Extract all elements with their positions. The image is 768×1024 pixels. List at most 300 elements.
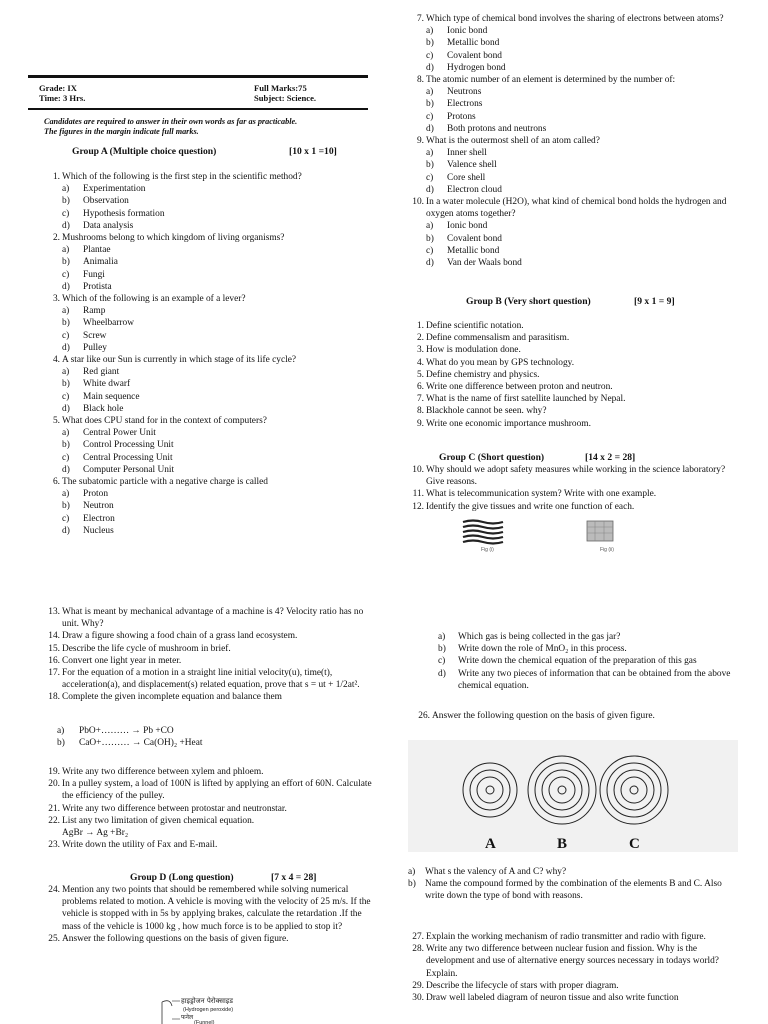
option-text: Core shell [447, 172, 486, 183]
question-text: What is telecommunication system? Write with one example. [426, 489, 657, 500]
q25-apparatus-figure [150, 994, 270, 1024]
instruction-line-1: Candidates are required to answer in their own words as far as practicable. [44, 117, 298, 126]
question-number: 1. [52, 172, 60, 182]
option-text: Metallic bond [447, 38, 500, 49]
option-letter: d) [62, 464, 70, 475]
option-text: Plantae [83, 245, 111, 256]
time-label: Time: 3 Hrs. [39, 92, 86, 103]
option-text: Screw [83, 330, 107, 341]
short-question [408, 488, 743, 500]
option-letter: a) [426, 148, 434, 159]
short-question [408, 405, 741, 417]
question-number: 5. [52, 416, 60, 427]
long-question [408, 931, 741, 943]
option-letter: d) [426, 123, 434, 134]
option-letter: b) [57, 738, 65, 749]
question-text: Describe the lifecycle of stars with proper diagram. [426, 980, 619, 991]
group-c-left-list-2 [44, 766, 374, 851]
group-d-title: Group D (Long question) [130, 872, 234, 883]
short-question [408, 369, 741, 381]
option-text: CaO+……… → Ca(OH)₂ +Heat [79, 738, 203, 749]
mcq-option [408, 86, 741, 98]
question-number: 18. [48, 692, 60, 703]
short-question [44, 606, 374, 630]
option-letter: c) [62, 269, 70, 280]
group-c-right-list [408, 464, 743, 513]
question-number: 5. [416, 369, 424, 380]
option-text: Name the compound formed by the combination of the elements B and C. Also write down the type of bond with reasons. [425, 879, 722, 902]
mcq-option [408, 172, 741, 184]
q25-option [438, 643, 741, 655]
option-text: PbO+……… → Pb +CO [79, 726, 174, 736]
option-letter: a) [408, 867, 416, 877]
question-number: 14. [48, 631, 60, 642]
long-question [408, 980, 741, 992]
mcq-option [408, 233, 741, 245]
question-text: What is the name of first satellite launched by Nepal. [426, 394, 626, 405]
question-number: 24. [48, 885, 60, 895]
question-text: Why should we adopt safety measures while working in the science laboratory? Give reasons. [426, 465, 726, 488]
option-text: Animalia [83, 257, 118, 268]
option-text: Proton [83, 489, 109, 500]
question-number: 10. [412, 197, 424, 208]
option-letter: b) [438, 644, 446, 655]
header-top-rule [28, 75, 368, 78]
option-text: Write any two pieces of information that can be obtained from the above chemical equation. [458, 668, 731, 691]
short-question [408, 464, 743, 488]
question-text: Define scientific notation. [426, 321, 524, 331]
question-number: 4. [416, 357, 424, 368]
option-letter: c) [438, 656, 446, 667]
question-number: 2. [52, 233, 60, 244]
tissue-fig-2-image [587, 521, 613, 541]
short-question [44, 655, 374, 667]
option-text: Wheelbarrow [83, 318, 135, 329]
option-text: Neutrons [447, 87, 482, 98]
mcq-option [44, 378, 379, 390]
mcq-option [408, 184, 741, 196]
option-text: Central Power Unit [83, 428, 156, 439]
option-letter: c) [62, 208, 70, 219]
option-letter: d) [438, 668, 446, 679]
question-text: What does CPU stand for in the context of computers? [62, 416, 267, 427]
question-text: The subatomic particle with a negative charge is called [62, 477, 268, 488]
mcq-option [44, 464, 379, 476]
mcq-option [44, 513, 379, 525]
short-question [44, 778, 374, 802]
question-text: Write any two difference between xylem and phloem. [62, 767, 264, 777]
instruction-line-2: The figures in the margin indicate full marks. [44, 127, 199, 136]
option-letter: c) [62, 391, 70, 402]
option-letter: c) [62, 513, 70, 524]
mcq-option [44, 317, 379, 329]
header-left [39, 84, 85, 103]
question-number: 23. [48, 840, 60, 851]
question-number: 16. [48, 655, 60, 666]
short-question [408, 344, 741, 356]
group-b-list [408, 320, 741, 430]
tissue-figures [455, 518, 635, 554]
question-number: 8. [416, 406, 424, 417]
group-a-title: Group A (Multiple choice question) [72, 146, 217, 157]
question-text: Write one difference between proton and neutron. [426, 382, 613, 393]
option-letter: a) [62, 489, 70, 500]
question-number: 7. [416, 394, 424, 405]
question-number: 2. [416, 333, 424, 344]
option-text: Write down the role of MnO₂ in this process. [458, 644, 627, 655]
option-text: Which gas is being collected in the gas jar? [458, 632, 621, 642]
mcq-option [44, 439, 379, 451]
short-question [408, 501, 743, 513]
short-question [408, 393, 741, 405]
tissue-fig-1-caption: Fig (i) [481, 547, 494, 553]
option-text: Computer Personal Unit [83, 464, 175, 475]
short-question [44, 766, 374, 778]
equation-option [57, 737, 357, 749]
option-letter: b) [62, 257, 70, 268]
mcq-option [44, 391, 379, 403]
atom-shells-figure [408, 740, 738, 852]
equation-option [57, 725, 357, 737]
question-text: Define commensalism and parasitism. [426, 333, 570, 344]
short-question [44, 667, 374, 691]
short-question [44, 643, 374, 655]
tissue-fig-2-caption: Fig (ii) [600, 547, 614, 553]
mcq-question [408, 13, 741, 25]
option-text: Electrons [447, 99, 483, 110]
q22-equation: AgBr → Ag +Br₂ [62, 828, 129, 839]
option-letter: c) [426, 50, 434, 61]
mcq-option [408, 159, 741, 171]
question-text: Mention any two points that should be remembered while solving numerical problems related to motion. A vehicle is moving with the velocity of 25 m/s. If the vehicle is stopped with in 5s by applying brakes, calculate the retardation .If the mass of the vehicle is 1000 kg , how much force is to be applied to stop it? [62, 885, 371, 932]
option-letter: d) [62, 525, 70, 536]
option-text: Inner shell [447, 148, 487, 159]
short-question [408, 332, 741, 344]
option-text: Both protons and neutrons [447, 123, 547, 134]
short-question [44, 691, 374, 703]
mcq-option [408, 98, 741, 110]
mcq-option [44, 500, 379, 512]
mcq-question [408, 135, 741, 147]
option-letter: d) [426, 258, 434, 269]
mcq-question [44, 354, 379, 366]
short-question [408, 418, 741, 430]
question-text: Identify the give tissues and write one function of each. [426, 501, 635, 512]
q25-option [438, 668, 741, 692]
option-letter: a) [62, 306, 70, 317]
option-text: Ramp [83, 306, 106, 317]
option-letter: b) [62, 501, 70, 512]
option-text: Hydrogen bond [447, 62, 506, 73]
option-text: Covalent bond [447, 50, 502, 61]
mcq-option [44, 183, 379, 195]
question-number: 21. [48, 803, 60, 814]
option-letter: c) [426, 172, 434, 183]
question-text: A star like our Sun is currently in which stage of its life cycle? [62, 355, 297, 366]
question-number: 9. [416, 418, 424, 429]
question-number: 1. [416, 321, 424, 331]
mcq-question [44, 171, 379, 183]
option-text: White dwarf [83, 379, 131, 390]
group-d-left-list [44, 884, 374, 945]
q25-option [438, 631, 741, 643]
question-text: In a water molecule (H2O), what kind of chemical bond holds the hydrogen and oxygen atoms together? [426, 197, 727, 220]
option-text: Control Processing Unit [83, 440, 174, 451]
full-marks-label: Full Marks:75 [254, 83, 307, 93]
long-question [408, 943, 741, 980]
mcq-option [44, 269, 379, 281]
option-letter: a) [62, 367, 70, 378]
group-a-right-column [408, 13, 741, 269]
short-question [44, 630, 374, 642]
option-text: Central Processing Unit [83, 452, 173, 463]
question-text: Write one economic importance mushroom. [426, 418, 591, 429]
group-c-marks: [14 x 2 = 28] [585, 452, 636, 463]
q26-option [408, 878, 741, 902]
mcq-option [408, 220, 741, 232]
question-text: Answer the following question on the basis of given figure. [432, 711, 655, 721]
option-text: Observation [83, 196, 129, 207]
option-text: Nucleus [83, 525, 114, 536]
mcq-question [44, 232, 379, 244]
option-letter: a) [426, 26, 434, 37]
atom-label: C [629, 836, 640, 852]
long-question [414, 710, 744, 722]
option-text: Main sequence [83, 391, 140, 402]
mcq-option [408, 62, 741, 74]
option-letter: a) [57, 726, 65, 736]
question-text: What is meant by mechanical advantage of a machine is 4? Velocity ratio has no unit. Why? [62, 607, 364, 630]
question-text: Which of the following is the first step in the scientific method? [62, 172, 302, 182]
group-c-left-list [44, 606, 374, 704]
option-text: Data analysis [83, 220, 134, 231]
apparatus-drawing [162, 1001, 172, 1024]
short-question [408, 357, 741, 369]
option-letter: b) [426, 38, 434, 49]
group-d-right-list [408, 931, 741, 1004]
question-number: 11. [412, 489, 424, 500]
option-text: What s the valency of A and C? why? [425, 867, 567, 877]
option-letter: a) [62, 428, 70, 439]
short-question [44, 839, 374, 851]
question-text: Blackhole cannot be seen. why? [426, 406, 547, 417]
option-text: Experimentation [83, 184, 146, 195]
question-text: What do you mean by GPS technology. [426, 357, 575, 368]
question-text: For the equation of a motion in a straight line initial velocity(u), time(t), acceleration(a), and displacement(s) related equation, prove that s = ut + 1/2at². [62, 668, 360, 691]
option-letter: a) [426, 221, 434, 232]
long-question [408, 992, 741, 1004]
mcq-option [44, 525, 379, 537]
header-bottom-rule [28, 108, 368, 110]
instructions [44, 117, 297, 137]
mcq-option [44, 220, 379, 232]
long-question [44, 933, 374, 945]
option-letter: a) [62, 245, 70, 256]
option-text: Protista [83, 281, 112, 292]
mcq-option [44, 427, 379, 439]
option-text: Electron cloud [447, 184, 502, 195]
option-text: Covalent bond [447, 233, 502, 244]
atom-label: A [485, 836, 496, 852]
question-text: Answer the following questions on the basis of given figure. [62, 933, 289, 944]
question-text: Write any two difference between nuclear fusion and fission. Why is the development and use of alternative energy sources necessary in todays world? Explain. [426, 944, 719, 979]
question-text: Describe the life cycle of mushroom in brief. [62, 643, 231, 654]
option-letter: a) [438, 632, 446, 642]
option-text: Ionic bond [447, 221, 488, 232]
grade-label: Grade: IX [39, 83, 77, 93]
mcq-option [44, 195, 379, 207]
option-letter: b) [408, 879, 416, 890]
mcq-question [44, 415, 379, 427]
option-text: Neutron [83, 501, 114, 512]
q26-question [414, 710, 744, 722]
fig25-label-2: (Hydrogen peroxide) [183, 1007, 234, 1013]
mcq-question [408, 74, 741, 86]
question-number: 6. [52, 477, 60, 488]
option-letter: b) [426, 160, 434, 171]
mcq-option [408, 147, 741, 159]
question-number: 30. [412, 993, 424, 1004]
option-letter: d) [62, 342, 70, 353]
question-number: 12. [412, 501, 424, 512]
mcq-option [44, 256, 379, 268]
mcq-option [44, 281, 379, 293]
question-text: Define chemistry and physics. [426, 369, 540, 380]
group-a-left-column [44, 171, 379, 537]
question-number: 3. [52, 294, 60, 305]
question-number: 7. [416, 14, 424, 24]
mcq-option [44, 208, 379, 220]
mcq-option [44, 330, 379, 342]
option-letter: a) [426, 87, 434, 98]
option-letter: c) [62, 452, 70, 463]
option-letter: d) [426, 184, 434, 195]
question-number: 22. [48, 815, 60, 826]
mcq-option [44, 244, 379, 256]
question-number: 15. [48, 643, 60, 654]
option-text: Metallic bond [447, 245, 500, 256]
mcq-option [44, 488, 379, 500]
question-text: Which of the following is an example of a lever? [62, 294, 246, 305]
mcq-option [44, 452, 379, 464]
q25-option [438, 655, 741, 667]
option-text: Electron [83, 513, 115, 524]
question-text: List any two limitation of given chemical equation. [62, 815, 255, 826]
option-letter: d) [62, 403, 70, 414]
header-right [254, 84, 316, 103]
q26-option [408, 866, 741, 878]
mcq-question [44, 293, 379, 305]
mcq-option [408, 123, 741, 135]
option-letter: b) [62, 196, 70, 207]
option-letter: c) [62, 330, 70, 341]
question-number: 19. [48, 767, 60, 777]
question-text: Explain the working mechanism of radio transmitter and radio with figure. [426, 932, 706, 942]
option-text: Van der Waals bond [447, 258, 522, 269]
question-number: 20. [48, 779, 60, 790]
option-text: Valence shell [447, 160, 497, 171]
option-letter: b) [62, 440, 70, 451]
fig25-label-3: फनेल [181, 1014, 194, 1021]
mcq-option [408, 25, 741, 37]
option-letter: a) [62, 184, 70, 195]
mcq-option [408, 245, 741, 257]
short-question [44, 803, 374, 815]
short-question [408, 381, 741, 393]
question-number: 6. [416, 382, 424, 393]
atom-label: B [557, 836, 568, 852]
q26-options [408, 866, 741, 903]
option-text: Black hole [83, 403, 124, 414]
question-number: 9. [416, 136, 424, 147]
question-text: Write down the utility of Fax and E-mail. [62, 840, 218, 851]
mcq-option [44, 403, 379, 415]
question-text: Draw well labeled diagram of neuron tissue and also write function [426, 993, 679, 1004]
question-number: 4. [52, 355, 60, 366]
option-text: Write down the chemical equation of the preparation of this gas [458, 656, 697, 667]
option-letter: c) [426, 245, 434, 256]
question-text: In a pulley system, a load of 100N is lifted by applying an effort of 60N. Calculate the efficiency of the pulley. [62, 779, 372, 802]
group-b-title: Group B (Very short question) [466, 296, 591, 307]
question-number: 28. [412, 944, 424, 955]
option-letter: b) [62, 318, 70, 329]
question-number: 26. [418, 711, 430, 721]
question-number: 25. [48, 933, 60, 944]
short-question [44, 815, 374, 827]
question-number: 8. [416, 75, 424, 86]
option-letter: d) [62, 281, 70, 292]
mcq-option [408, 37, 741, 49]
option-letter: b) [62, 379, 70, 390]
group-d-marks: [7 x 4 = 28] [271, 872, 317, 883]
option-text: Pulley [83, 342, 107, 353]
option-text: Hypothesis formation [83, 208, 165, 219]
group-b-marks: [9 x 1 = 9] [634, 296, 675, 307]
question-number: 13. [48, 607, 60, 617]
subject-label: Subject: Science. [254, 92, 317, 103]
question-text: Which type of chemical bond involves the sharing of electrons between atoms? [426, 14, 724, 24]
option-letter: c) [426, 111, 434, 122]
fig25-label-1: हाइड्रोजन पेरोक्साइड [181, 997, 233, 1005]
question-text: Mushrooms belong to which kingdom of living organisms? [62, 233, 285, 244]
question-number: 10. [412, 465, 424, 475]
question-text: Draw a figure showing a food chain of a grass land ecosystem. [62, 631, 298, 642]
question-text: Complete the given incomplete equation and balance them [62, 692, 282, 703]
question-number: 3. [416, 345, 424, 356]
group-a-marks: [10 x 1 =10] [289, 146, 337, 157]
question-number: 29. [412, 980, 424, 991]
question-text: What is the outermost shell of an atom called? [426, 136, 600, 147]
option-text: Fungi [83, 269, 105, 280]
tissue-fig-1-image [463, 521, 503, 544]
q18-options [57, 725, 357, 749]
q25-options [438, 631, 741, 692]
mcq-question [408, 196, 741, 220]
mcq-question [44, 476, 379, 488]
option-letter: d) [426, 62, 434, 73]
question-text: How is modulation done. [426, 345, 521, 356]
mcq-option [408, 111, 741, 123]
question-number: 27. [412, 932, 424, 942]
option-letter: b) [426, 99, 434, 110]
mcq-option [408, 257, 741, 269]
mcq-option [44, 305, 379, 317]
question-text: Convert one light year in meter. [62, 655, 182, 666]
short-question [408, 320, 741, 332]
option-text: Red giant [83, 367, 120, 378]
question-number: 17. [48, 668, 60, 679]
fig25-label-4: (Funnel) [194, 1020, 215, 1024]
